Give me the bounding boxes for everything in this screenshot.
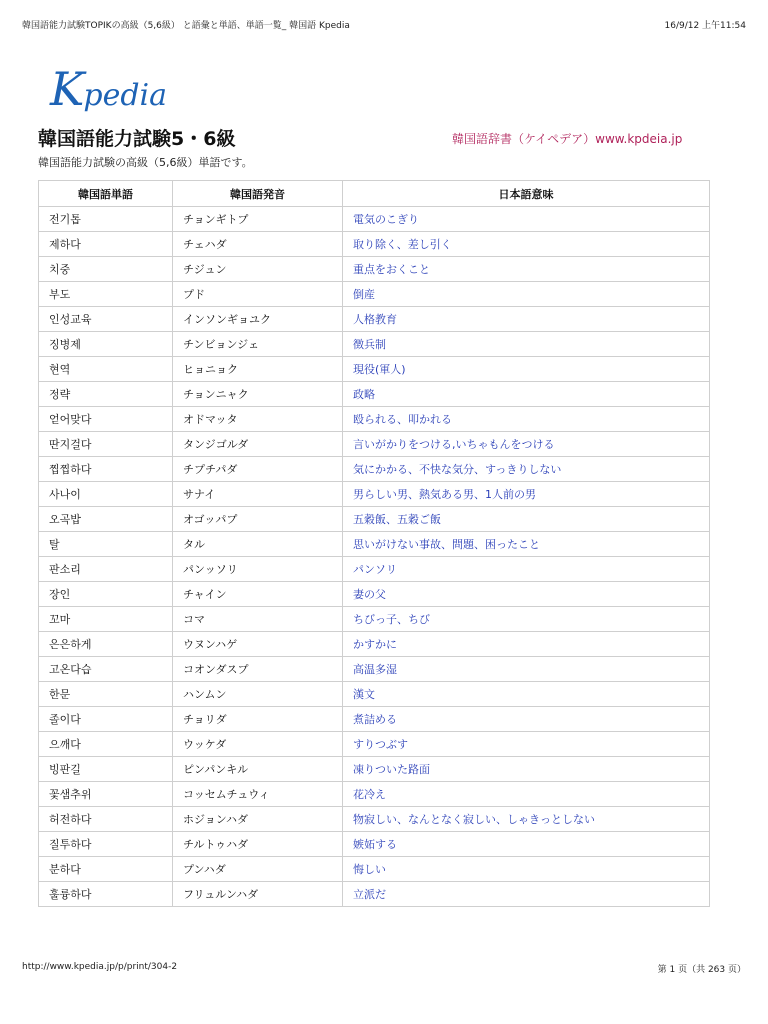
print-header-date: 16/9/12 上午11:54 bbox=[664, 21, 746, 31]
meaning-link-cell[interactable]: 気にかかる、不快な気分、すっきりしない bbox=[343, 457, 710, 482]
pronunciation-cell: チョリダ bbox=[173, 707, 343, 732]
pronunciation-cell: コッセムチュウィ bbox=[173, 782, 343, 807]
pronunciation-cell: タル bbox=[173, 532, 343, 557]
pronunciation-cell: インソンギョユク bbox=[173, 307, 343, 332]
pronunciation-cell: ウッケダ bbox=[173, 732, 343, 757]
meaning-link-cell[interactable]: 凍りついた路面 bbox=[343, 757, 710, 782]
meaning-link-cell[interactable]: 徴兵制 bbox=[343, 332, 710, 357]
pronunciation-cell: ハンムン bbox=[173, 682, 343, 707]
korean-word-cell: 찝찝하다 bbox=[39, 457, 173, 482]
korean-word-cell: 얻어맞다 bbox=[39, 407, 173, 432]
table-row bbox=[39, 657, 710, 682]
print-header-title: 韓国語能力試験TOPIKの高級（5,6級） と語彙と単語、単語一覧_ 韓国語 Kpedia bbox=[22, 21, 350, 31]
table-row bbox=[39, 382, 710, 407]
korean-word-cell: 현역 bbox=[39, 357, 173, 382]
logo-first-letter: K bbox=[50, 62, 84, 116]
meaning-link-cell[interactable]: 立派だ bbox=[343, 882, 710, 907]
pronunciation-cell: チルトゥハダ bbox=[173, 832, 343, 857]
table-row bbox=[39, 332, 710, 357]
meaning-link-cell[interactable]: 妻の父 bbox=[343, 582, 710, 607]
pronunciation-cell: ウヌンハゲ bbox=[173, 632, 343, 657]
meaning-link-cell[interactable]: 電気のこぎり bbox=[343, 207, 710, 232]
table-row bbox=[39, 557, 710, 582]
korean-word-cell: 장인 bbox=[39, 582, 173, 607]
meaning-link-cell[interactable]: 花冷え bbox=[343, 782, 710, 807]
pronunciation-cell: コオンダスプ bbox=[173, 657, 343, 682]
table-row bbox=[39, 582, 710, 607]
korean-word-cell: 한문 bbox=[39, 682, 173, 707]
meaning-link-cell[interactable]: 重点をおくこと bbox=[343, 257, 710, 282]
pronunciation-cell: チョンニャク bbox=[173, 382, 343, 407]
pronunciation-cell: チャイン bbox=[173, 582, 343, 607]
meaning-link-cell[interactable]: 男らしい男、熱気ある男、1人前の男 bbox=[343, 482, 710, 507]
table-row bbox=[39, 457, 710, 482]
korean-word-cell: 고온다습 bbox=[39, 657, 173, 682]
kpedia-logo[interactable] bbox=[50, 62, 167, 116]
pronunciation-cell: フリュルンハダ bbox=[173, 882, 343, 907]
table-row bbox=[39, 707, 710, 732]
korean-word-cell: 정략 bbox=[39, 382, 173, 407]
korean-word-cell: 허전하다 bbox=[39, 807, 173, 832]
page-subtitle: 韓国語能力試験の高級（5,6級）単語です。 bbox=[38, 156, 253, 169]
meaning-link-cell[interactable]: 人格教育 bbox=[343, 307, 710, 332]
pronunciation-cell: チョンギトプ bbox=[173, 207, 343, 232]
pronunciation-cell: プド bbox=[173, 282, 343, 307]
meaning-link-cell[interactable]: 嫉妬する bbox=[343, 832, 710, 857]
table-row bbox=[39, 482, 710, 507]
table-row bbox=[39, 857, 710, 882]
pronunciation-cell: チジュン bbox=[173, 257, 343, 282]
korean-word-cell: 은은하게 bbox=[39, 632, 173, 657]
pronunciation-cell: コマ bbox=[173, 607, 343, 632]
site-link[interactable]: 韓国語辞書（ケイペデア）www.kpdeia.jp bbox=[452, 132, 683, 146]
meaning-link-cell[interactable]: 言いがかりをつける,いちゃもんをつける bbox=[343, 432, 710, 457]
meaning-link-cell[interactable]: かすかに bbox=[343, 632, 710, 657]
meaning-link-cell[interactable]: すりつぶす bbox=[343, 732, 710, 757]
pronunciation-cell: オドマッタ bbox=[173, 407, 343, 432]
korean-word-cell: 징병제 bbox=[39, 332, 173, 357]
korean-word-cell: 으깨다 bbox=[39, 732, 173, 757]
vocabulary-table bbox=[38, 180, 710, 907]
pronunciation-cell: ピンパンキル bbox=[173, 757, 343, 782]
table-row bbox=[39, 832, 710, 857]
table-row bbox=[39, 282, 710, 307]
table-row bbox=[39, 732, 710, 757]
meaning-link-cell[interactable]: 物寂しい、なんとなく寂しい、しゃきっとしない bbox=[343, 807, 710, 832]
meaning-link-cell[interactable]: 悔しい bbox=[343, 857, 710, 882]
pronunciation-cell: オゴッパプ bbox=[173, 507, 343, 532]
print-footer-url: http://www.kpedia.jp/p/print/304-2 bbox=[22, 962, 178, 972]
meaning-link-cell[interactable]: 取り除く、差し引く bbox=[343, 232, 710, 257]
pronunciation-cell: タンジゴルダ bbox=[173, 432, 343, 457]
korean-word-cell: 전기톱 bbox=[39, 207, 173, 232]
pronunciation-cell: チェハダ bbox=[173, 232, 343, 257]
pronunciation-cell: サナイ bbox=[173, 482, 343, 507]
table-row bbox=[39, 232, 710, 257]
korean-word-cell: 훌륭하다 bbox=[39, 882, 173, 907]
korean-word-cell: 질투하다 bbox=[39, 832, 173, 857]
table-row bbox=[39, 407, 710, 432]
print-footer bbox=[22, 962, 746, 976]
korean-word-cell: 꽃샘추위 bbox=[39, 782, 173, 807]
korean-word-cell: 제하다 bbox=[39, 232, 173, 257]
korean-word-cell: 딴지걸다 bbox=[39, 432, 173, 457]
logo-rest: pedia bbox=[83, 78, 168, 113]
header-pronunciation: 韓国語発音 bbox=[173, 181, 343, 207]
table-row bbox=[39, 682, 710, 707]
table-row bbox=[39, 782, 710, 807]
table-row bbox=[39, 307, 710, 332]
korean-word-cell: 오곡밥 bbox=[39, 507, 173, 532]
pronunciation-cell: プンハダ bbox=[173, 857, 343, 882]
pronunciation-cell: ヒョニョク bbox=[173, 357, 343, 382]
meaning-link-cell[interactable]: 思いがけない事故、問題、困ったこと bbox=[343, 532, 710, 557]
korean-word-cell: 분하다 bbox=[39, 857, 173, 882]
meaning-link-cell[interactable]: 殴られる、叩かれる bbox=[343, 407, 710, 432]
table-row bbox=[39, 807, 710, 832]
table-row bbox=[39, 607, 710, 632]
meaning-link-cell[interactable]: パンソリ bbox=[343, 557, 710, 582]
meaning-link-cell[interactable]: 煮詰める bbox=[343, 707, 710, 732]
meaning-link-cell[interactable]: 政略 bbox=[343, 382, 710, 407]
korean-word-cell: 꼬마 bbox=[39, 607, 173, 632]
meaning-link-cell[interactable]: 倒産 bbox=[343, 282, 710, 307]
korean-word-cell: 부도 bbox=[39, 282, 173, 307]
korean-word-cell: 사나이 bbox=[39, 482, 173, 507]
table-row bbox=[39, 257, 710, 282]
table-row bbox=[39, 757, 710, 782]
korean-word-cell: 탈 bbox=[39, 532, 173, 557]
table-row bbox=[39, 357, 710, 382]
korean-word-cell: 졸이다 bbox=[39, 707, 173, 732]
header-korean-word: 韓国語単語 bbox=[39, 181, 173, 207]
meaning-link-cell[interactable]: 五穀飯、五穀ご飯 bbox=[343, 507, 710, 532]
table-row bbox=[39, 507, 710, 532]
print-footer-page-number: 第 1 页（共 263 页） bbox=[657, 965, 746, 975]
korean-word-cell: 판소리 bbox=[39, 557, 173, 582]
table-row bbox=[39, 882, 710, 907]
pronunciation-cell: パンッソリ bbox=[173, 557, 343, 582]
pronunciation-cell: ホジョンハダ bbox=[173, 807, 343, 832]
table-row bbox=[39, 207, 710, 232]
meaning-link-cell[interactable]: ちびっ子、ちび bbox=[343, 607, 710, 632]
header-japanese-meaning: 日本語意味 bbox=[343, 181, 710, 207]
korean-word-cell: 치중 bbox=[39, 257, 173, 282]
meaning-link-cell[interactable]: 高温多湿 bbox=[343, 657, 710, 682]
korean-word-cell: 빙판길 bbox=[39, 757, 173, 782]
table-row bbox=[39, 532, 710, 557]
meaning-link-cell[interactable]: 現役(軍人) bbox=[343, 357, 710, 382]
table-header-row bbox=[39, 181, 710, 207]
table-row bbox=[39, 632, 710, 657]
print-header bbox=[22, 18, 746, 32]
table-row bbox=[39, 432, 710, 457]
pronunciation-cell: チンビョンジェ bbox=[173, 332, 343, 357]
meaning-link-cell[interactable]: 漢文 bbox=[343, 682, 710, 707]
pronunciation-cell: チプチパダ bbox=[173, 457, 343, 482]
korean-word-cell: 인성교육 bbox=[39, 307, 173, 332]
page-title: 韓国語能力試験5・6級 bbox=[38, 128, 236, 150]
